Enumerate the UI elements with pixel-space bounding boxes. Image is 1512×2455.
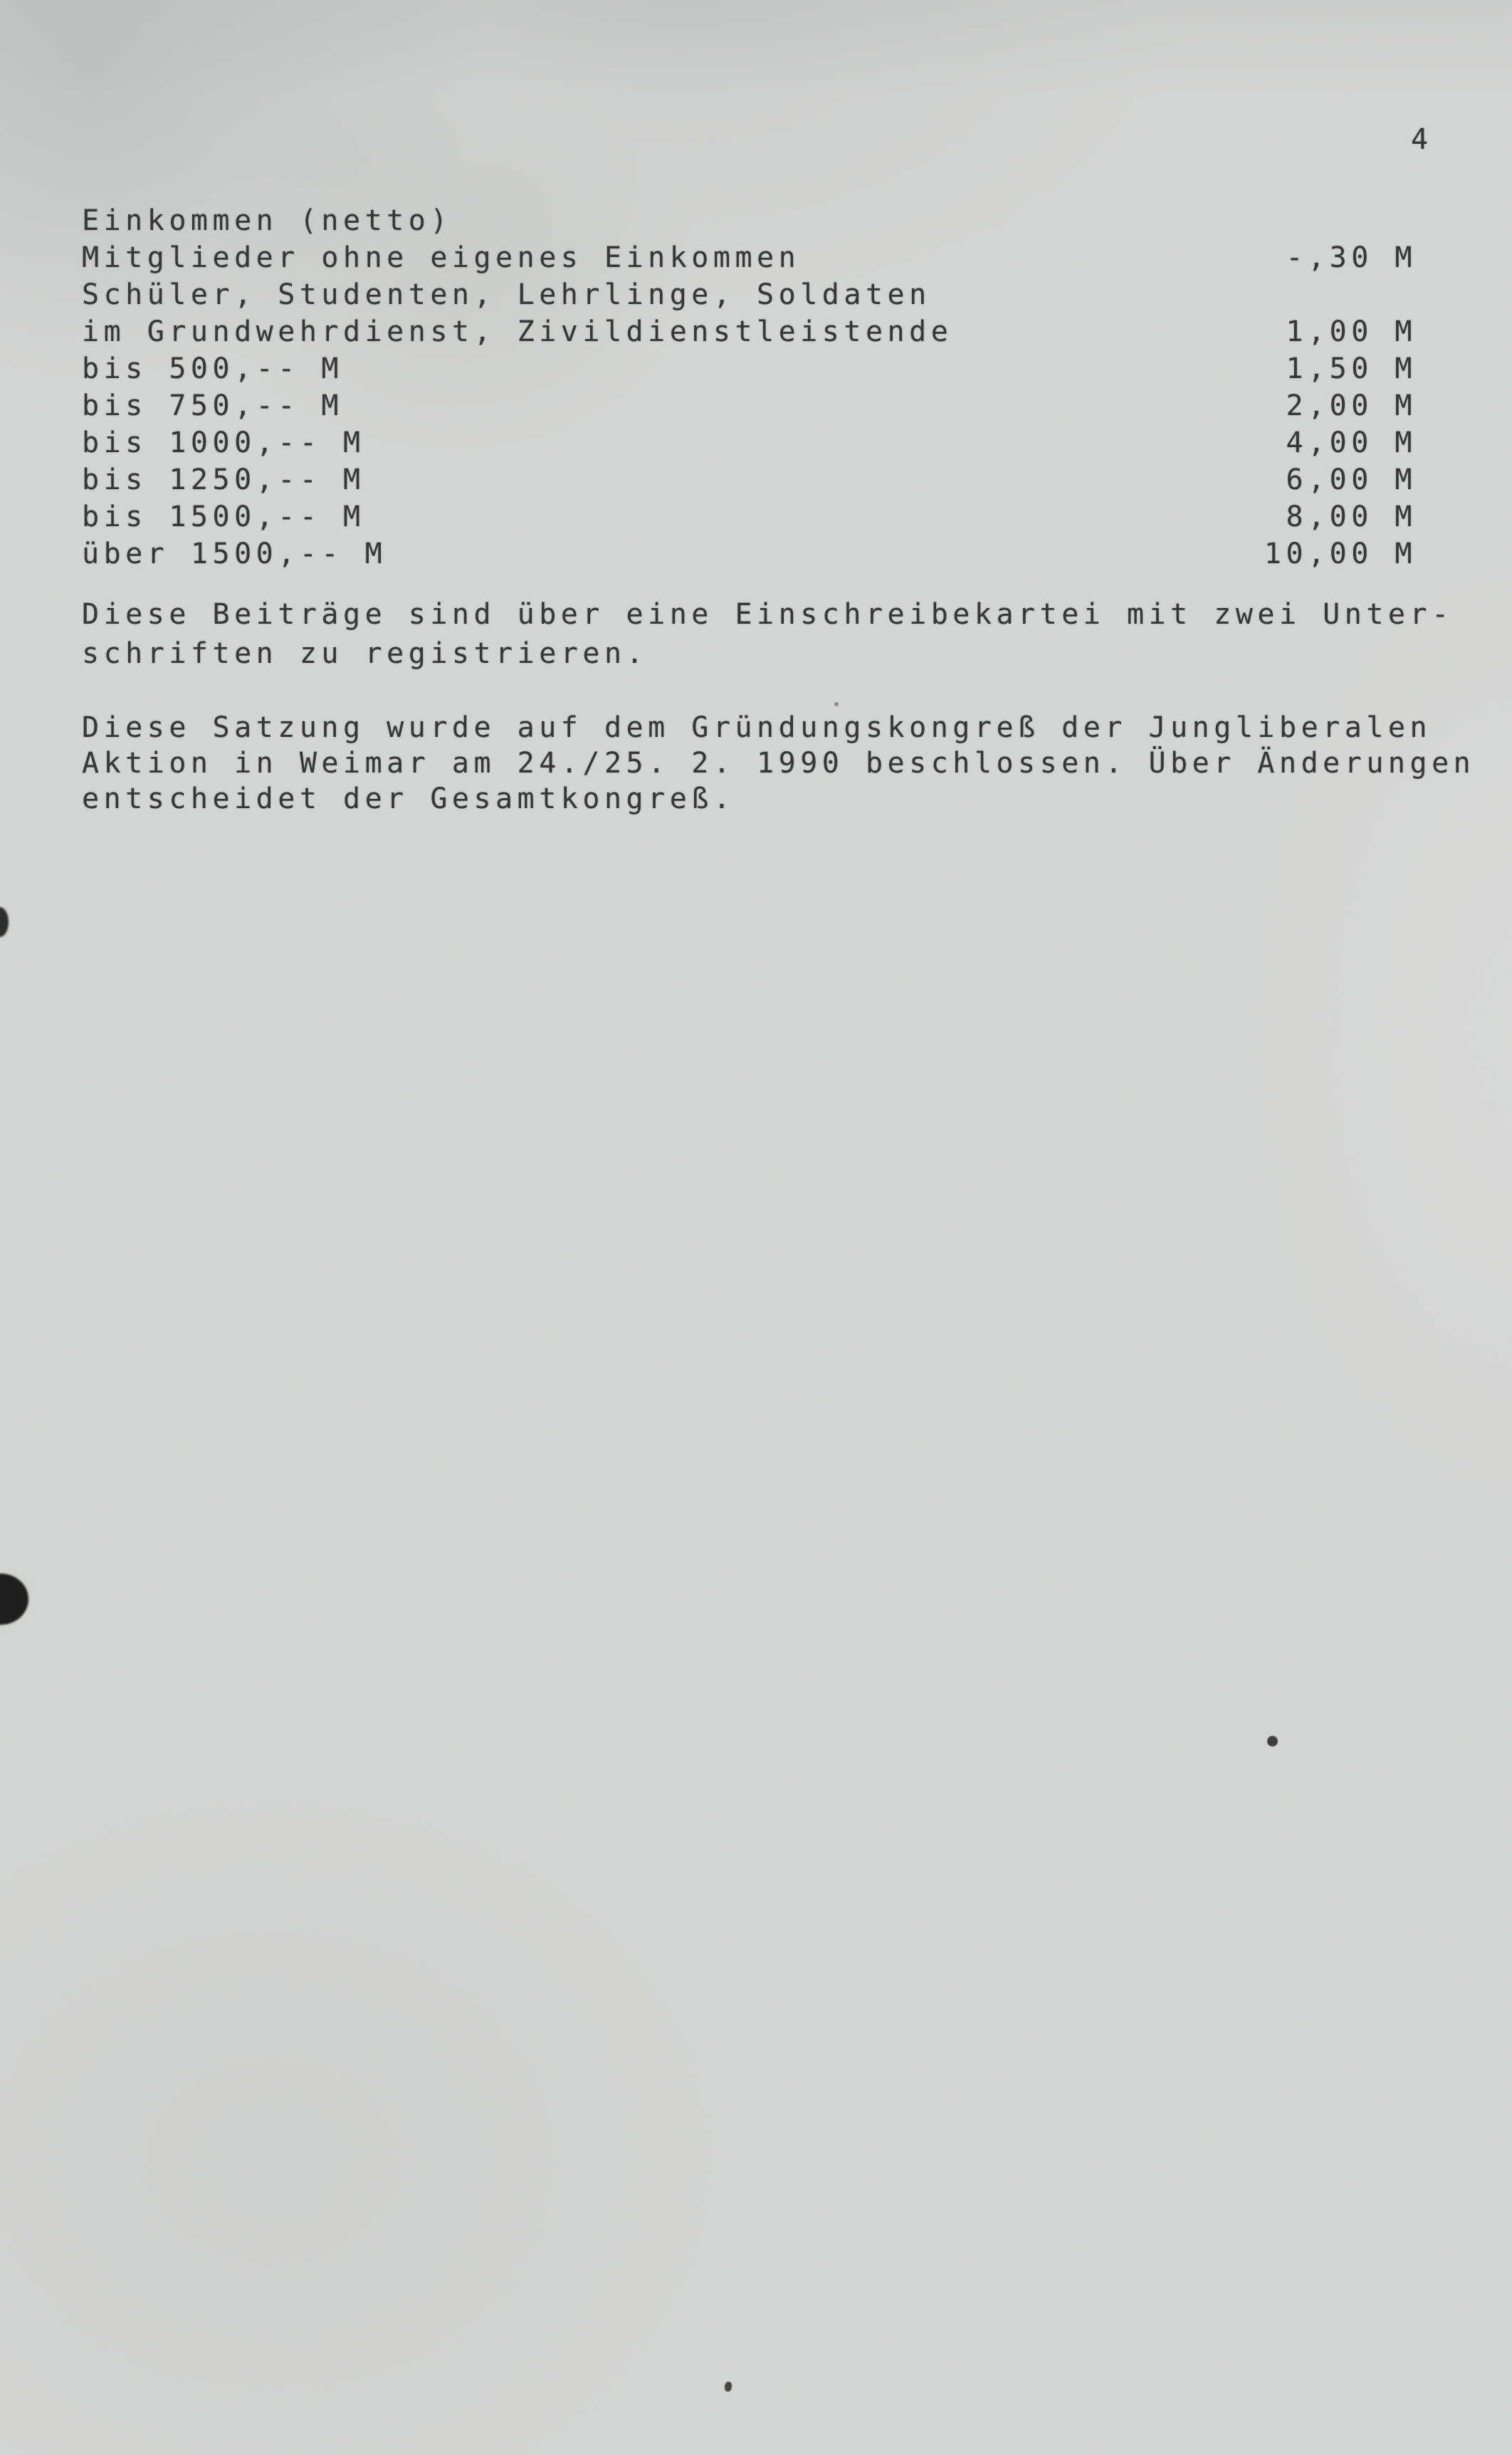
fee-row	[82, 387, 1417, 424]
fee-row	[82, 424, 1417, 461]
ink-speck-bottom	[724, 2381, 733, 2392]
paragraph-line: Diese Beiträge sind über eine Einschreibekartei mit zwei Unter-	[82, 598, 1454, 631]
fee-row	[82, 535, 1417, 572]
paragraph-line: entscheidet der Gesamtkongreß.	[82, 782, 735, 815]
paragraph-founding-note	[82, 710, 1475, 817]
paragraph-line: Diese Satzung wurde auf dem Gründungskongreß der Jungliberalen	[82, 711, 1432, 744]
paragraph-line: Aktion in Weimar am 24./25. 2. 1990 beschlossen. Über Änderungen	[82, 747, 1476, 780]
faint-speck	[834, 702, 839, 706]
fee-value: 8,00 M	[1286, 501, 1417, 533]
fee-value: 1,50 M	[1286, 352, 1417, 385]
fee-table	[82, 202, 1417, 572]
fee-row	[82, 498, 1417, 535]
fee-value: 6,00 M	[1286, 464, 1417, 496]
fee-value: 10,00 M	[1264, 538, 1417, 570]
fee-value: -,30 M	[1286, 241, 1417, 274]
fee-value: 4,00 M	[1286, 426, 1417, 459]
fee-row	[82, 350, 1417, 387]
fee-table-header: Einkommen (netto)	[82, 204, 452, 237]
fee-row	[82, 461, 1417, 498]
fee-label: Mitglieder ohne eigenes Einkommen	[82, 241, 801, 274]
fee-label: bis 1250,-- M	[82, 464, 365, 496]
paragraph-line: schriften zu registrieren.	[82, 637, 649, 670]
fee-label: bis 750,-- M	[82, 389, 343, 422]
fee-row	[82, 313, 1417, 350]
fee-label: bis 500,-- M	[82, 352, 343, 385]
fee-label: über 1500,-- M	[82, 538, 387, 570]
page-number: 4	[1411, 123, 1433, 156]
fee-value: 2,00 M	[1286, 389, 1417, 422]
ink-dot-mark	[1267, 1736, 1278, 1747]
fee-label: Schüler, Studenten, Lehrlinge, Soldaten	[82, 278, 931, 311]
left-edge-ink-blob-large	[0, 1574, 28, 1625]
fee-label: im Grundwehrdienst, Zivildienstleistende	[82, 315, 953, 348]
fee-label: bis 1000,-- M	[82, 426, 365, 459]
left-edge-ink-blob-small	[0, 907, 9, 937]
fee-value: 1,00 M	[1286, 315, 1417, 348]
fee-row	[82, 239, 1417, 276]
fee-row	[82, 276, 1417, 313]
paragraph-registration-note	[82, 595, 1454, 674]
fee-label: bis 1500,-- M	[82, 501, 365, 533]
